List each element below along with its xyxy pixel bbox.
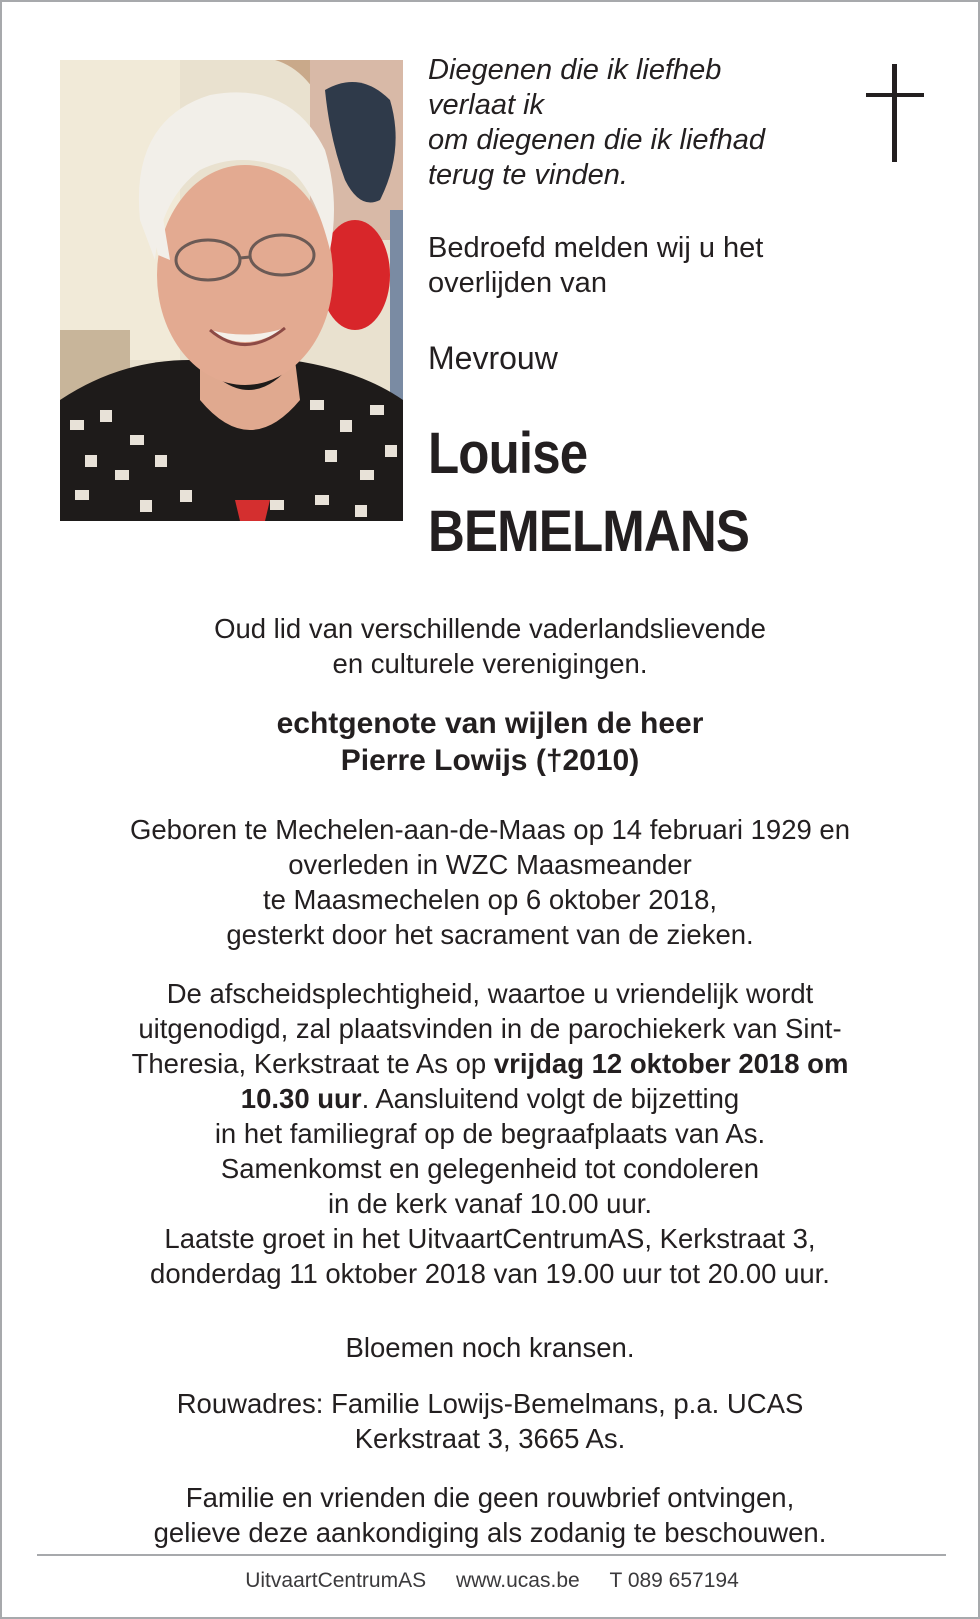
first-name: Louise [428,421,588,486]
footer-phone: T 089 657194 [609,1569,739,1592]
footer-divider [37,1554,946,1556]
poem-line: verlaat ik [428,89,545,121]
ceremony-line: donderdag 11 oktober 2018 van 19.00 uur tot 20.00 uur. [150,1258,830,1289]
closing-line: Familie en vrienden die geen rouwbrief ontvingen, [185,1482,795,1513]
cross-icon [866,64,924,162]
ceremony-text [32,976,948,1291]
ceremony-time: 10.30 uur [240,1083,362,1114]
birth-death-line: Geboren te Mechelen-aan-de-Maas op 14 februari 1929 en [129,814,851,845]
membership-line: en culturele verenigingen. [332,648,648,679]
birth-death-line: overleden in WZC Maasmeander [288,849,692,880]
ceremony-location: Theresia, Kerkstraat te As op [131,1048,494,1079]
poem-line: Diegenen die ik liefheb [428,54,722,86]
flowers-line: Bloemen noch kransen. [345,1332,635,1363]
memorial-poem [428,53,848,193]
footer-company: UitvaartCentrumAS [245,1569,427,1592]
mourning-address [32,1386,948,1456]
birth-death-text [32,812,948,952]
membership-text [32,611,948,681]
ceremony-line [32,1081,948,1116]
announce-line: Bedroefd melden wij u het [428,232,764,264]
flowers-text [32,1330,948,1365]
membership-line: Oud lid van verschillende vaderlandslievende [214,613,766,644]
ceremony-burial: . Aansluitend volgt de bijzetting [361,1083,740,1114]
ceremony-line: uitgenodigd, zal plaatsvinden in de parochiekerk van Sint- [138,1013,842,1044]
spouse-text [32,705,948,779]
poem-line: terug te vinden. [428,159,628,191]
birth-death-line: te Maasmechelen op 6 oktober 2018, [262,884,718,915]
address-line: Kerkstraat 3, 3665 As. [354,1423,626,1454]
portrait-photo [60,60,403,521]
ceremony-date: vrijdag 12 oktober 2018 om [493,1048,849,1079]
birth-death-line: gesterkt door het sacrament van de zieken. [226,919,754,950]
closing-line: gelieve deze aankondiging als zodanig te beschouwen. [153,1517,827,1548]
ceremony-line: in het familiegraf op de begraafplaats van As. [214,1118,766,1149]
spouse-line: echtgenote van wijlen de heer [276,707,704,740]
ceremony-line [32,1046,948,1081]
footer [2,1568,980,1594]
announcement-text [428,231,868,301]
honorific: Mevrouw [428,340,558,376]
poem-line: om diegenen die ik liefhad [428,124,765,156]
ceremony-line: De afscheidsplechtigheid, waartoe u vriendelijk wordt [166,978,814,1009]
deceased-name [428,415,749,571]
announce-line: overlijden van [428,267,607,299]
footer-website[interactable]: www.ucas.be [455,1569,580,1592]
ceremony-line: Samenkomst en gelegenheid tot condoleren [220,1153,760,1184]
closing-text [32,1480,948,1550]
ceremony-line: in de kerk vanaf 10.00 uur. [327,1188,653,1219]
spouse-line: Pierre Lowijs (†2010) [340,744,640,777]
address-line: Rouwadres: Familie Lowijs-Bemelmans, p.a. UCAS [176,1388,804,1419]
last-name: BEMELMANS [428,499,750,564]
ceremony-line: Laatste groet in het UitvaartCentrumAS, Kerkstraat 3, [164,1223,816,1254]
